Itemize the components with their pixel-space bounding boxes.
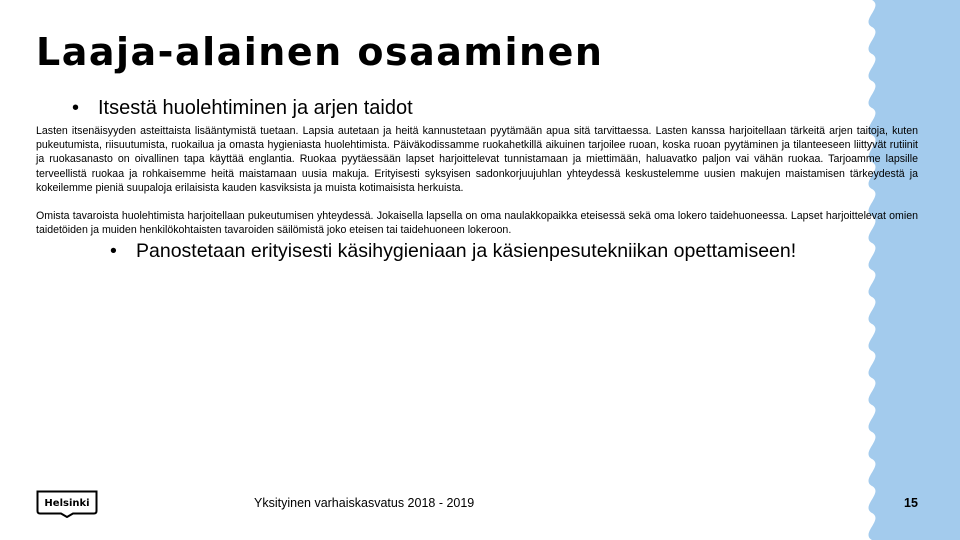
- bullet-icon: •: [72, 97, 80, 119]
- bullet-icon: •: [110, 240, 117, 262]
- helsinki-logo: [36, 490, 98, 518]
- page-number: 15: [904, 496, 918, 510]
- slide-title: Laaja-alainen osaaminen: [36, 30, 604, 74]
- main-bullet-text: Itsestä huolehtiminen ja arjen taidot: [98, 97, 413, 119]
- paragraph-2: Omista tavaroista huolehtimista harjoitellaan pukeutumisen yhteydessä. Jokaisella lapsella on oma naulakkopaikka eteisessä sekä oma lokero taidehuoneessa. Lapset harjoittelevat omien taidetöiden ja muiden henkilökohtaisten tavaroiden säilömistä joko eteisen tai taidehuoneen lokeroon.: [36, 210, 918, 237]
- secondary-bullet: [110, 240, 796, 263]
- svg-text:Helsinki: Helsinki: [44, 498, 90, 509]
- paragraph-1: Lasten itsenäisyyden asteittaista lisääntymistä tuetaan. Lapsia autetaan ja heitä kannustetaan pyytämään apua sitä tarvittaessa. Lasten kanssa harjoitellaan tärkeitä arjen taitoja, kuten pukeutumista, riisuutumista, ruokailua ja omasta hygieniasta huolehtimista. Päiväkodissamme ruokahetkillä aikuinen tarjoilee ruoan, koska ruoan pyytäminen ja tilanteeseen liittyvät rutiinit ja ruokasanasto on oivallinen tapa käyttää englantia. Ruokaa pyytäessään lapset harjoittelevat tunnistamaan ja miettimään, haluavatko paljon vai vähän ruokaa. Tarjoamme lapsille terveellistä ruokaa ja rohkaisemme heitä maistamaan uusia makuja. Erityisesti syksyisen sadonkorjuujuhlan yhteydessä keskustelemme uusien makujen maistamisen tärkeydestä ja kokeilemme pieniä suupaloja erilaisista kauden kasviksista ja muista kotimaisista herkuista.: [36, 125, 918, 194]
- wave-border-decoration: [856, 0, 960, 540]
- footer-text: Yksityinen varhaiskasvatus 2018 - 2019: [254, 496, 475, 510]
- main-bullet: [72, 97, 413, 120]
- secondary-bullet-text: Panostetaan erityisesti käsihygieniaan ja käsienpesutekniikan opettamiseen!: [136, 240, 797, 262]
